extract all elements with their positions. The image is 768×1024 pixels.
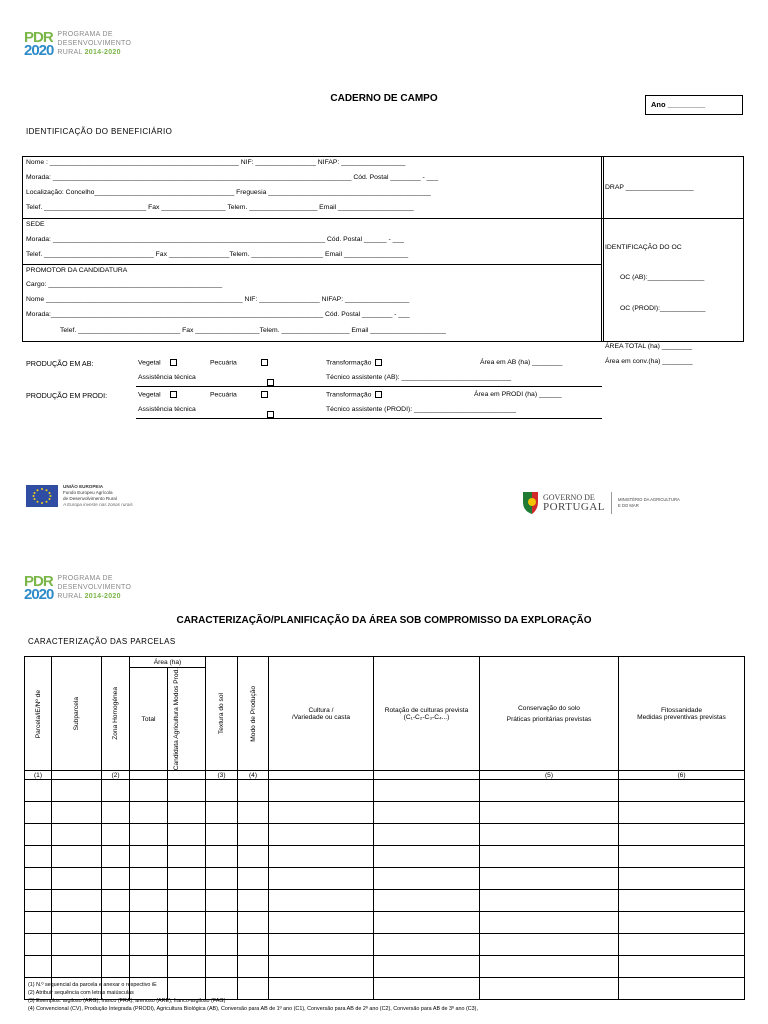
field-promotor-contactos[interactable]: Telef. ___________________________ Fax _________________Telem. __________________ Email ____________________: [60, 327, 446, 334]
col-area-candidata: Candidata Agricultura Modos Prod.: [168, 668, 206, 771]
col-rotacao: Rotação de culturas prevista (C₁-C₂-C₃-C₄...): [374, 657, 480, 771]
field-sede-morada[interactable]: Morada: ________________________________________________________________________ Cód. Postal ______ - ___: [26, 236, 404, 243]
table-cell[interactable]: [374, 912, 480, 934]
table-cell[interactable]: [25, 802, 52, 824]
table-cell[interactable]: [619, 802, 745, 824]
table-cell[interactable]: [619, 912, 745, 934]
col-area-total: Total: [130, 668, 168, 771]
ab-pecuaria[interactable]: Pecuária: [210, 359, 268, 366]
table-cell[interactable]: [238, 978, 269, 1000]
table-cell[interactable]: [52, 802, 102, 824]
field-promotor-morada[interactable]: Morada:________________________________________________________________________ Cód. Postal ________ - ___: [26, 311, 410, 318]
table-cell[interactable]: [619, 890, 745, 912]
table-cell[interactable]: [269, 846, 374, 868]
table-cell[interactable]: [374, 890, 480, 912]
table-cell[interactable]: [238, 934, 269, 956]
checkbox[interactable]: [261, 391, 268, 398]
col-subparcela: Subparcela: [52, 657, 102, 771]
col-zona: Zona Homogénea: [102, 657, 130, 771]
table-cell[interactable]: [25, 912, 52, 934]
table-cell[interactable]: [238, 890, 269, 912]
field-cargo[interactable]: Cargo: ______________________________________________: [26, 281, 223, 288]
prodi-tecnico[interactable]: Técnico assistente (PRODI): ___________________________: [326, 406, 517, 413]
footnote: (4) Convencional (CV), Produção Integrada (PRODI), Agricultura Biológica (AB), Conversão para AB de 1º ano (C1), Conversão para AB de 2º ano (C2), Conversão para AB de 3º ano (C3),: [28, 1006, 478, 1012]
table-cell[interactable]: [269, 912, 374, 934]
field-morada[interactable]: Morada: _______________________________________________________________________________ Cód. Postal ________ - ___: [26, 174, 438, 181]
table-cell[interactable]: [206, 824, 238, 846]
table-cell[interactable]: [52, 890, 102, 912]
ab-tecnico[interactable]: Técnico assistente (AB): _____________________________: [326, 374, 512, 381]
prodi-pecuaria[interactable]: Pecuária: [210, 391, 268, 398]
table-row: [25, 934, 745, 956]
field-oc-prodi[interactable]: OC (PRODI):____________: [620, 305, 706, 312]
label-identificacao-oc: IDENTIFICAÇÃO DO OC: [605, 244, 682, 251]
table-cell[interactable]: [269, 824, 374, 846]
eu-flag-icon: [26, 485, 58, 507]
table-cell[interactable]: [480, 780, 619, 802]
table-cell[interactable]: [25, 890, 52, 912]
field-drap[interactable]: DRAP __________________: [605, 184, 694, 191]
table-cell[interactable]: [102, 868, 130, 890]
table-cell[interactable]: [102, 956, 130, 978]
table-cell[interactable]: [102, 780, 130, 802]
prodi-transformacao[interactable]: Transformação: [326, 391, 382, 398]
table-cell[interactable]: [374, 846, 480, 868]
table-cell[interactable]: [269, 956, 374, 978]
table-cell[interactable]: [374, 934, 480, 956]
col-cultura: Cultura / /Variedade ou casta: [269, 657, 374, 771]
prodi-assistencia: Assistência técnica: [138, 406, 196, 413]
table-cell[interactable]: [269, 780, 374, 802]
table-cell[interactable]: [102, 824, 130, 846]
table-cell[interactable]: [168, 890, 206, 912]
table-cell[interactable]: [374, 868, 480, 890]
ano-box[interactable]: Ano _________: [645, 95, 743, 115]
table-row: [25, 956, 745, 978]
table-cell[interactable]: [102, 846, 130, 868]
table-cell[interactable]: [168, 912, 206, 934]
checkbox[interactable]: [375, 359, 382, 366]
table-cell[interactable]: [102, 912, 130, 934]
table-cell[interactable]: [206, 890, 238, 912]
table-cell[interactable]: [52, 956, 102, 978]
table-cell[interactable]: [619, 846, 745, 868]
checkbox[interactable]: [170, 359, 177, 366]
table-row: [25, 868, 745, 890]
ab-assistencia: Assistência técnica: [138, 374, 196, 381]
table-cell[interactable]: [25, 934, 52, 956]
table-cell[interactable]: [25, 846, 52, 868]
table-row: [25, 802, 745, 824]
table-cell[interactable]: [480, 824, 619, 846]
pdr-logo: [24, 30, 131, 57]
ab-vegetal[interactable]: Vegetal: [138, 359, 177, 366]
table-cell[interactable]: [480, 978, 619, 1000]
table-cell[interactable]: [238, 780, 269, 802]
table-cell[interactable]: [374, 956, 480, 978]
parcelas-table: [24, 656, 745, 1000]
prodi-vegetal[interactable]: Vegetal: [138, 391, 177, 398]
table-cell[interactable]: [619, 780, 745, 802]
table-cell[interactable]: [206, 868, 238, 890]
table-cell[interactable]: [206, 934, 238, 956]
field-contactos[interactable]: Telef. ___________________________ Fax _________________ Telem. __________________ Email ____________________: [26, 204, 414, 211]
pdr-text: PROGRAMA DE DESENVOLVIMENTO RURAL 2014-2020: [57, 31, 132, 56]
table-cell[interactable]: [238, 824, 269, 846]
checkbox[interactable]: [375, 391, 382, 398]
divider: [22, 264, 602, 265]
label-sede: SEDE: [26, 221, 45, 228]
table-cell[interactable]: [206, 802, 238, 824]
table-cell[interactable]: [238, 868, 269, 890]
table-cell[interactable]: [619, 868, 745, 890]
table-cell[interactable]: [168, 846, 206, 868]
table-cell[interactable]: [238, 802, 269, 824]
table-cell[interactable]: [52, 868, 102, 890]
table-cell[interactable]: [130, 956, 168, 978]
table-cell[interactable]: [480, 868, 619, 890]
table-cell[interactable]: [480, 956, 619, 978]
table-cell[interactable]: [130, 802, 168, 824]
pdr-mark: PDR 2020: [24, 572, 54, 603]
table-cell[interactable]: [130, 824, 168, 846]
table-cell[interactable]: [168, 802, 206, 824]
table-cell[interactable]: [206, 978, 238, 1000]
col-parcela: Parcela/iE/Nº de: [25, 657, 52, 771]
table-cell[interactable]: [130, 912, 168, 934]
label-producao-prodi: PRODUÇÃO EM PRODI:: [26, 391, 108, 400]
table-cell[interactable]: [52, 934, 102, 956]
col-textura: Textura do sol: [206, 657, 238, 771]
field-promotor-nome[interactable]: Nome ____________________________________________________ NIF: ________________ NIFAP: _________________: [26, 296, 410, 303]
checkbox[interactable]: [170, 391, 177, 398]
col-conservacao: Conservação do solo Práticas prioritárias previstas: [480, 657, 619, 771]
field-area-conv[interactable]: Área em conv.(ha) ________: [605, 358, 693, 365]
table-cell[interactable]: [619, 824, 745, 846]
table-row: [25, 890, 745, 912]
table-cell[interactable]: [206, 846, 238, 868]
field-localizacao[interactable]: Localização: Concelho_____________________________________ Freguesia ___________________________________________: [26, 189, 431, 196]
footnote: (2) Atribuir sequência com letras maiúsculas: [28, 990, 134, 996]
table-cell[interactable]: [374, 978, 480, 1000]
table-row: [25, 824, 745, 846]
table-cell[interactable]: [168, 824, 206, 846]
divider: [136, 418, 602, 419]
checkbox[interactable]: [261, 359, 268, 366]
portugal-shield-icon: [520, 490, 540, 516]
table-cell[interactable]: [25, 824, 52, 846]
table-cell[interactable]: [168, 934, 206, 956]
col-area: Área (ha): [130, 657, 206, 668]
table-cell[interactable]: [25, 868, 52, 890]
table-cell[interactable]: [168, 780, 206, 802]
table-cell[interactable]: [52, 824, 102, 846]
table-cell[interactable]: [168, 868, 206, 890]
section-subtitle: CARACTERIZAÇÃO DAS PARCELAS: [28, 637, 176, 646]
table-cell[interactable]: [52, 846, 102, 868]
label-producao-ab: PRODUÇÃO EM AB:: [26, 359, 94, 368]
table-cell[interactable]: [374, 802, 480, 824]
table-cell[interactable]: [374, 824, 480, 846]
col-fitossanidade: Fitossanidade Medidas preventivas previstas: [619, 657, 745, 771]
table-cell[interactable]: [269, 802, 374, 824]
table-cell[interactable]: [269, 890, 374, 912]
pdr-logo-2: [24, 574, 131, 601]
table-cell[interactable]: [269, 934, 374, 956]
col-modo: Modo de Produção: [238, 657, 269, 771]
table-cell[interactable]: [206, 780, 238, 802]
table-cell[interactable]: [52, 780, 102, 802]
table-cell[interactable]: [206, 912, 238, 934]
field-oc-ab[interactable]: OC (AB):_______________: [620, 274, 705, 281]
table-row: [25, 912, 745, 934]
table-cell[interactable]: [52, 912, 102, 934]
field-nome[interactable]: Nome : __________________________________________________ NIF: ________________ NIFAP: _________________: [26, 159, 406, 166]
table-cell[interactable]: [102, 802, 130, 824]
table-cell[interactable]: [480, 846, 619, 868]
table-cell[interactable]: [619, 934, 745, 956]
table-cell[interactable]: [619, 978, 745, 1000]
table-cell[interactable]: [374, 780, 480, 802]
table-row: [25, 780, 745, 802]
divider: [136, 386, 602, 387]
numbers-row: (1) (2) (3) (4) (5) (6): [25, 771, 745, 780]
section-identificacao: IDENTIFICAÇÃO DO BENEFICIÁRIO: [26, 127, 173, 136]
table-cell[interactable]: [269, 978, 374, 1000]
section-title: CARACTERIZAÇÃO/PLANIFICAÇÃO DA ÁREA SOB COMPROMISSO DA EXPLORAÇÃO: [176, 615, 592, 626]
table-cell[interactable]: [480, 934, 619, 956]
field-sede-contactos[interactable]: Telef. _____________________________ Fax ________________Telem. ___________________ Email _________________: [26, 251, 409, 258]
table-cell[interactable]: [480, 802, 619, 824]
table-cell[interactable]: [130, 868, 168, 890]
table-cell[interactable]: [238, 912, 269, 934]
table-cell[interactable]: [206, 956, 238, 978]
divider: [601, 218, 743, 219]
table-cell[interactable]: [480, 912, 619, 934]
table-cell[interactable]: [25, 780, 52, 802]
table-cell[interactable]: [130, 934, 168, 956]
table-row: [25, 846, 745, 868]
table-cell[interactable]: [238, 846, 269, 868]
pdr-text: PROGRAMA DE DESENVOLVIMENTO RURAL 2014-2020: [57, 575, 132, 600]
governo-logo: GOVERNO DE PORTUGAL MINISTÉRIO DA AGRICULTURA E DO MAR: [520, 490, 680, 516]
divider: [22, 218, 602, 219]
ab-transformacao[interactable]: Transformação: [326, 359, 382, 366]
table-cell[interactable]: [168, 956, 206, 978]
prodi-area[interactable]: Área em PRODI (ha) ______: [474, 391, 562, 398]
table-cell[interactable]: [269, 868, 374, 890]
table-cell[interactable]: [102, 890, 130, 912]
label-promotor: PROMOTOR DA CANDIDATURA: [26, 267, 128, 274]
table-cell[interactable]: [130, 846, 168, 868]
footnote: (1) N.º sequencial da parcela e anexar o respectivo iE: [28, 982, 157, 988]
pdr-mark: PDR 2020: [24, 28, 54, 59]
table-cell[interactable]: [168, 978, 206, 1000]
footnote: (3) Exemplos: argiloso (ARG), franco (FRA), arenoso (ARE), franco-argiloso (FAG): [28, 998, 226, 1004]
page-title: CADERNO DE CAMPO: [330, 93, 438, 104]
eu-logo: UNIÃO EUROPEIA Fundo Europeu Agrícola de Desenvolvimento Rural A Europa investe nas zonas rurais: [26, 484, 133, 508]
ab-area[interactable]: Área em AB (ha) ________: [480, 359, 563, 366]
table-cell[interactable]: [619, 956, 745, 978]
field-area-total[interactable]: ÁREA TOTAL (ha) ________: [605, 343, 693, 350]
table-cell[interactable]: [130, 780, 168, 802]
table-cell[interactable]: [25, 956, 52, 978]
table-cell[interactable]: [480, 890, 619, 912]
table-cell[interactable]: [102, 934, 130, 956]
table-cell[interactable]: [238, 956, 269, 978]
table-cell[interactable]: [130, 890, 168, 912]
